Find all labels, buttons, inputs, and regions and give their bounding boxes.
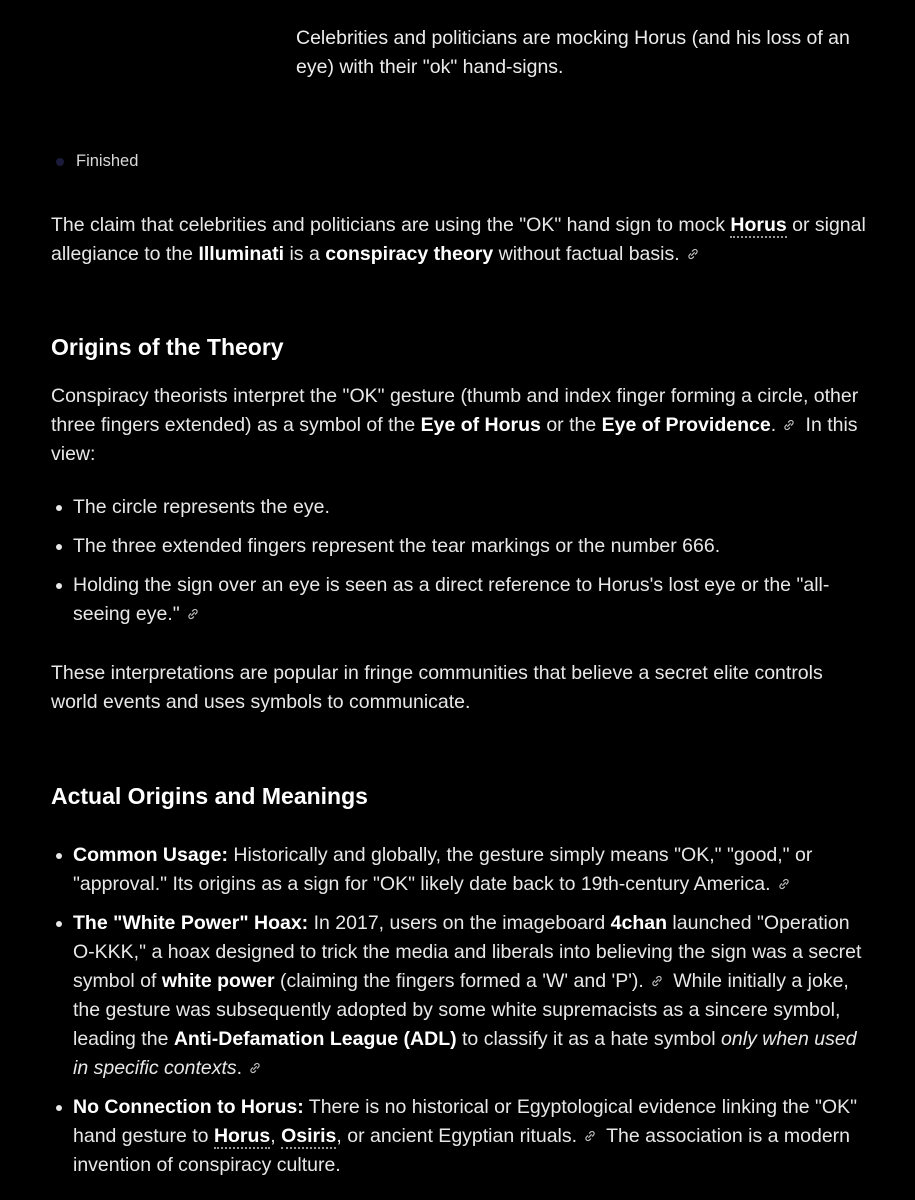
bold-4chan: 4chan [610, 912, 667, 934]
list-item-white-power-hoax [51, 909, 871, 1083]
text: is a [284, 243, 326, 265]
text: In this view: [51, 414, 858, 465]
item-title: No Connection to Horus: [73, 1096, 304, 1118]
bold-illuminati: Illuminati [198, 243, 285, 265]
assistant-answer [51, 211, 871, 1180]
link-icon[interactable] [782, 418, 796, 432]
item-title: Common Usage: [73, 844, 228, 866]
text: (claiming the fingers formed a 'W' and 'P'). [274, 970, 644, 992]
link-icon[interactable] [583, 1129, 597, 1143]
link-icon[interactable] [186, 607, 200, 621]
text: Holding the sign over an eye is seen as a direct reference to Horus's lost eye or the "all-seeing eye." [73, 574, 830, 625]
text: , [270, 1125, 282, 1147]
text: Historically and globally, the gesture simply means "OK," "good," or "approval." Its origins as a sign for "OK" likely date back to 19th-century America. [73, 844, 813, 895]
text: Conspiracy theorists interpret the "OK" gesture (thumb and index finger forming a circle, other three fingers extended) as a symbol of the [51, 385, 859, 436]
keyword-horus-link[interactable]: Horus [213, 1125, 271, 1147]
item-title: The "White Power" Hoax: [73, 912, 309, 934]
text: , or ancient Egyptian rituals. [336, 1125, 578, 1147]
bold-eye-of-providence: Eye of Providence [601, 414, 771, 436]
user-message: Celebrities and politicians are mocking Horus (and his loss of an eye) with their "ok" hand-signs. [296, 27, 850, 78]
link-icon[interactable] [650, 974, 664, 988]
heading-origins: Origins of the Theory [51, 334, 284, 360]
list-item [51, 571, 871, 629]
bold-eye-of-horus: Eye of Horus [420, 414, 541, 436]
keyword-osiris-link[interactable]: Osiris [281, 1125, 337, 1147]
link-icon[interactable] [686, 247, 700, 261]
list-item-common-usage [51, 841, 871, 899]
text: The claim that celebrities and politicians are using the "OK" hand sign to mock [51, 214, 731, 236]
status-label: Finished [76, 152, 139, 170]
origins-paragraph [51, 382, 871, 469]
italic-context: only when used in specific contexts [73, 1028, 857, 1079]
list-item: The three extended fingers represent the tear markings or the number 666. [51, 532, 871, 561]
keyword-horus-link[interactable]: Horus [730, 214, 787, 236]
text: or the [540, 414, 602, 436]
bold-adl: Anti-Defamation League (ADL) [173, 1028, 457, 1050]
text: to classify it as a hate symbol [456, 1028, 722, 1050]
text: or signal allegiance to the [51, 214, 866, 265]
text: without factual basis. [493, 243, 680, 265]
text: . [236, 1057, 243, 1079]
link-icon[interactable] [248, 1061, 262, 1075]
actual-origins-list [51, 841, 871, 1180]
link-icon[interactable] [777, 877, 791, 891]
fringe-paragraph: These interpretations are popular in fringe communities that believe a secret elite controls world events and uses symbols to communicate. [51, 662, 823, 713]
text: The association is a modern invention of conspiracy culture. [73, 1125, 851, 1176]
list-item-no-connection [51, 1093, 871, 1180]
heading-actual-origins: Actual Origins and Meanings [51, 783, 368, 809]
text: While initially a joke, the gesture was subsequently adopted by some white supremacists as a sincere symbol, leading the [73, 970, 849, 1050]
intro-paragraph [51, 211, 871, 269]
text: launched "Operation O-KKK," a hoax designed to trick the media and liberals into believing the sign was a secret symbol of [73, 912, 862, 992]
origins-list [51, 493, 871, 629]
text: There is no historical or Egyptological evidence linking the "OK" hand gesture to [73, 1096, 858, 1147]
status-dot-icon [56, 158, 64, 166]
text: . [770, 414, 777, 436]
bold-conspiracy-theory: conspiracy theory [325, 243, 494, 265]
status-indicator[interactable] [56, 152, 138, 171]
list-item: The circle represents the eye. [51, 493, 871, 522]
bold-white-power: white power [161, 970, 275, 992]
text: In 2017, users on the imageboard [308, 912, 611, 934]
